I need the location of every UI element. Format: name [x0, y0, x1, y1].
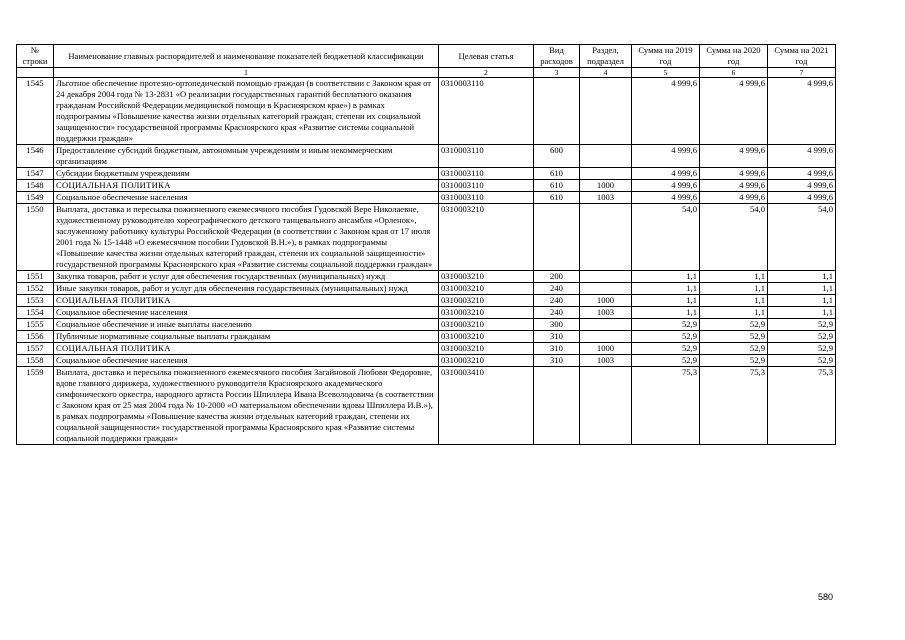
expense-type: 610 [534, 192, 580, 204]
target-article: 0310003210 [439, 295, 534, 307]
sum-2021: 52,9 [768, 319, 836, 331]
col-num: 4 [580, 68, 632, 78]
header-target: Целевая статья [439, 45, 534, 68]
row-name: Иные закупки товаров, работ и услуг для обеспечения государственных (муниципальных) нужд [54, 283, 439, 295]
sum-2021: 4 999,6 [768, 78, 836, 145]
target-article: 0310003110 [439, 192, 534, 204]
sum-2019: 52,9 [632, 355, 700, 367]
header-section: Раздел, подраздел [580, 45, 632, 68]
table-row [17, 283, 836, 295]
sum-2019: 4 999,6 [632, 180, 700, 192]
sum-2019: 4 999,6 [632, 168, 700, 180]
row-number: 1556 [17, 331, 54, 343]
row-number: 1557 [17, 343, 54, 355]
section-code [580, 145, 632, 168]
sum-2020: 75,3 [700, 367, 768, 445]
sum-2020: 4 999,6 [700, 168, 768, 180]
section-code [580, 78, 632, 145]
col-num: 1 [54, 68, 439, 78]
sum-2021: 52,9 [768, 331, 836, 343]
sum-2019: 52,9 [632, 343, 700, 355]
section-code [580, 319, 632, 331]
row-name: Субсидии бюджетным учреждениям [54, 168, 439, 180]
section-code [580, 367, 632, 445]
sum-2021: 4 999,6 [768, 145, 836, 168]
target-article: 0310003210 [439, 343, 534, 355]
col-num: 3 [534, 68, 580, 78]
target-article: 0310003210 [439, 271, 534, 283]
sum-2021: 1,1 [768, 295, 836, 307]
sum-2020: 54,0 [700, 204, 768, 271]
section-code [580, 168, 632, 180]
row-name: Социальное обеспечение и иные выплаты населению [54, 319, 439, 331]
sum-2020: 52,9 [700, 355, 768, 367]
table-row [17, 180, 836, 192]
table-row [17, 319, 836, 331]
header-row [17, 45, 836, 68]
row-name: Социальное обеспечение населения [54, 355, 439, 367]
sum-2019: 4 999,6 [632, 192, 700, 204]
sum-2020: 52,9 [700, 331, 768, 343]
sum-2020: 1,1 [700, 307, 768, 319]
table-row [17, 204, 836, 271]
sum-2021: 75,3 [768, 367, 836, 445]
expense-type: 200 [534, 271, 580, 283]
section-code: 1000 [580, 295, 632, 307]
target-article: 0310003210 [439, 355, 534, 367]
sum-2019: 75,3 [632, 367, 700, 445]
header-name: Наименование главных распорядителей и наименование показателей бюджетной классификации [54, 45, 439, 68]
target-article: 0310003110 [439, 145, 534, 168]
row-number: 1552 [17, 283, 54, 295]
sum-2021: 1,1 [768, 283, 836, 295]
row-number: 1551 [17, 271, 54, 283]
target-article: 0310003410 [439, 367, 534, 445]
header-sum-2021: Сумма на 2021 год [768, 45, 836, 68]
sum-2021: 52,9 [768, 343, 836, 355]
table-row [17, 343, 836, 355]
sum-2020: 4 999,6 [700, 78, 768, 145]
sum-2020: 52,9 [700, 343, 768, 355]
table-row [17, 355, 836, 367]
expense-type [534, 78, 580, 145]
row-name: Социальное обеспечение населения [54, 307, 439, 319]
target-article: 0310003110 [439, 78, 534, 145]
row-name: Социальное обеспечение населения [54, 192, 439, 204]
col-num: 7 [768, 68, 836, 78]
target-article: 0310003210 [439, 283, 534, 295]
section-code: 1000 [580, 343, 632, 355]
target-article: 0310003210 [439, 331, 534, 343]
sum-2021: 1,1 [768, 307, 836, 319]
row-number: 1558 [17, 355, 54, 367]
target-article: 0310003210 [439, 204, 534, 271]
expense-type: 610 [534, 168, 580, 180]
sum-2020: 4 999,6 [700, 192, 768, 204]
header-sum-2019: Сумма на 2019 год [632, 45, 700, 68]
sum-2021: 4 999,6 [768, 168, 836, 180]
table-row [17, 192, 836, 204]
sum-2019: 1,1 [632, 271, 700, 283]
sum-2020: 4 999,6 [700, 145, 768, 168]
target-article: 0310003110 [439, 180, 534, 192]
col-num: 2 [439, 68, 534, 78]
sum-2019: 1,1 [632, 307, 700, 319]
section-code: 1000 [580, 180, 632, 192]
row-name: Публичные нормативные социальные выплаты гражданам [54, 331, 439, 343]
sum-2020: 1,1 [700, 283, 768, 295]
section-code [580, 331, 632, 343]
target-article: 0310003210 [439, 307, 534, 319]
sum-2019: 4 999,6 [632, 145, 700, 168]
sum-2020: 4 999,6 [700, 180, 768, 192]
row-name: Выплата, доставка и пересылка пожизненного ежемесячного пособия Загайновой Любови Федоровне, вдове главного дирижера, художественного руководителя Красноярского академического симфонического оркестра, народного артиста России Шпиллера Ивана Всеволодовича (в соответствии с Законом края от 25 мая 2004 года № 10-2000 «О материальном обеспечении вдовы Шпиллера И.В.»), в рамках подпрограммы «Повышение качества жизни отдельных категорий граждан, степени их социальной защищенности» государственной программы Красноярского края «Развитие системы социальной поддержки граждан» [54, 367, 439, 445]
target-article: 0310003110 [439, 168, 534, 180]
sum-2019: 52,9 [632, 319, 700, 331]
row-number: 1559 [17, 367, 54, 445]
sum-2021: 1,1 [768, 271, 836, 283]
table-row [17, 168, 836, 180]
col-num: 5 [632, 68, 700, 78]
sum-2021: 54,0 [768, 204, 836, 271]
sum-2019: 1,1 [632, 283, 700, 295]
row-number: 1549 [17, 192, 54, 204]
sum-2019: 52,9 [632, 331, 700, 343]
row-name: Закупка товаров, работ и услуг для обеспечения государственных (муниципальных) нужд [54, 271, 439, 283]
col-num [17, 68, 54, 78]
budget-table [16, 44, 836, 445]
row-number: 1550 [17, 204, 54, 271]
expense-type: 310 [534, 343, 580, 355]
section-code [580, 271, 632, 283]
row-name: Льготное обеспечение протезно-ортопедической помощью граждан (в соответствии с Законом края от 24 декабря 2004 года № 13-2831 «О реализации государственных гарантий бесплатного оказания гражданам Российской Федерации медицинской помощи в Красноярском крае») в рамках подпрограммы «Повышение качества жизни отдельных категорий граждан, степени их социальной защищенности» государственной программы Красноярского края «Развитие системы социальной поддержки граждан» [54, 78, 439, 145]
header-row-no: № строки [17, 45, 54, 68]
row-name: Выплата, доставка и пересылка пожизненного ежемесячного пособия Гудовской Вере Николаевне, художественному руководителю хореографического детского танцевального ансамбля «Орленок», заслуженному работнику культуры Российской Федерации (в соответствии с Законом края от 17 июля 2001 года № 15-1448 «О ежемесячном пособии Гудовской В.Н.»), в рамках подпрограммы «Повышение качества жизни отдельных категорий граждан, степени их социальной защищенности» государственной программы Красноярского края «Развитие системы социальной поддержки граждан» [54, 204, 439, 271]
row-name: СОЦИАЛЬНАЯ ПОЛИТИКА [54, 180, 439, 192]
sum-2020: 1,1 [700, 295, 768, 307]
header-sum-2020: Сумма на 2020 год [700, 45, 768, 68]
table-row [17, 331, 836, 343]
section-code: 1003 [580, 192, 632, 204]
column-numbers-row [17, 68, 836, 78]
page-number: 580 [818, 592, 834, 602]
expense-type: 240 [534, 307, 580, 319]
section-code: 1003 [580, 355, 632, 367]
expense-type: 240 [534, 283, 580, 295]
expense-type: 600 [534, 145, 580, 168]
sum-2021: 4 999,6 [768, 192, 836, 204]
row-number: 1554 [17, 307, 54, 319]
sum-2021: 4 999,6 [768, 180, 836, 192]
row-number: 1547 [17, 168, 54, 180]
expense-type: 310 [534, 355, 580, 367]
sum-2020: 1,1 [700, 271, 768, 283]
target-article: 0310003210 [439, 319, 534, 331]
section-code [580, 204, 632, 271]
col-num: 6 [700, 68, 768, 78]
expense-type [534, 204, 580, 271]
table-row [17, 307, 836, 319]
expense-type [534, 367, 580, 445]
table-row [17, 78, 836, 145]
expense-type: 310 [534, 331, 580, 343]
section-code [580, 283, 632, 295]
table-row [17, 271, 836, 283]
sum-2019: 4 999,6 [632, 78, 700, 145]
row-number: 1548 [17, 180, 54, 192]
expense-type: 240 [534, 295, 580, 307]
row-name: СОЦИАЛЬНАЯ ПОЛИТИКА [54, 343, 439, 355]
table-row [17, 145, 836, 168]
table-row [17, 295, 836, 307]
row-number: 1555 [17, 319, 54, 331]
sum-2019: 1,1 [632, 295, 700, 307]
table-row [17, 367, 836, 445]
row-number: 1546 [17, 145, 54, 168]
expense-type: 300 [534, 319, 580, 331]
row-name: Предоставление субсидий бюджетным, автономным учреждениям и иным некоммерческим организациям [54, 145, 439, 168]
row-number: 1553 [17, 295, 54, 307]
header-type: Вид расходов [534, 45, 580, 68]
row-number: 1545 [17, 78, 54, 145]
row-name: СОЦИАЛЬНАЯ ПОЛИТИКА [54, 295, 439, 307]
section-code: 1003 [580, 307, 632, 319]
sum-2020: 52,9 [700, 319, 768, 331]
expense-type: 610 [534, 180, 580, 192]
sum-2021: 52,9 [768, 355, 836, 367]
sum-2019: 54,0 [632, 204, 700, 271]
